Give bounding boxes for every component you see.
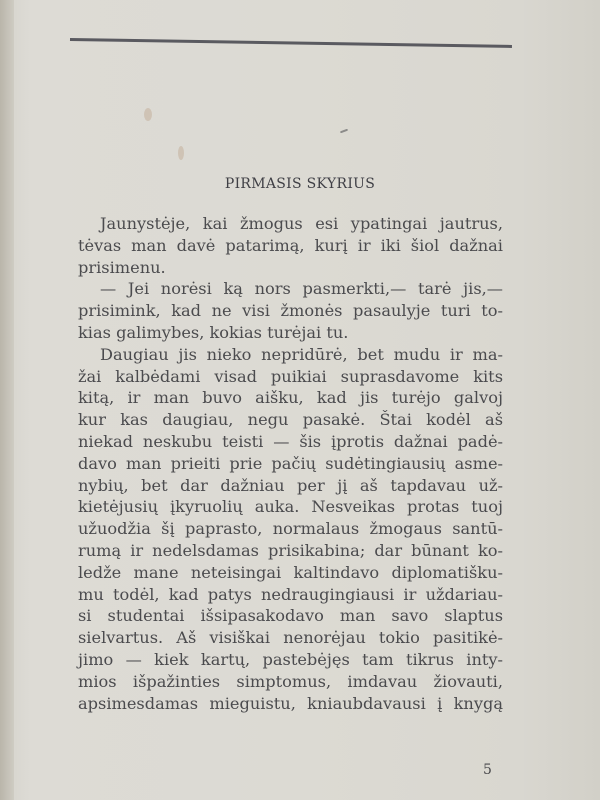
paper-stain (340, 129, 348, 134)
page-number: 5 (483, 762, 492, 778)
text-line: kietėjusių įkyruolių auka. Nesveikas protas tuoj (78, 497, 503, 517)
text-line: davo man prieiti prie pačių sudėtingiausių asme- (78, 453, 503, 473)
text-line: apsimesdamas mieguistu, kniaubdavausi į knygą (78, 693, 503, 713)
text-line: kitą, ir man buvo aišku, kad jis turėjo galvoj (78, 388, 503, 408)
text-line: užuodžia šį paprasto, normalaus žmogaus santū- (78, 519, 503, 539)
text-line: Jaunystėje, kai žmogus esi ypatingai jautrus, (100, 214, 503, 233)
body-text (78, 213, 503, 714)
text-line: mios išpažinties simptomus, imdavau žiovauti, (78, 671, 503, 691)
text-line: mu todėl, kad patys nedraugingiausi ir uždariau- (78, 584, 503, 604)
paper-stain (178, 146, 184, 160)
header-rule (70, 38, 512, 48)
text-line: prisimink, kad ne visi žmonės pasaulyje turi to- (78, 301, 503, 321)
text-line: sielvartus. Aš visiškai nenorėjau tokio pasitikė- (78, 628, 503, 648)
text-line: žai kalbėdami visad puikiai suprasdavome kits (78, 366, 503, 386)
paper-stain (144, 108, 152, 121)
text-line: kur kas daugiau, negu pasakė. Štai kodėl aš (78, 410, 503, 430)
text-line: tėvas man davė patarimą, kurį ir iki šiol dažnai (78, 235, 503, 255)
text-line: ledže mane neteisingai kaltindavo diplomatišku- (78, 562, 503, 582)
text-line: prisimenu. (78, 257, 166, 277)
text-line: — Jei norėsi ką nors pasmerkti,— tarė jis,— (100, 279, 503, 299)
book-spine-shadow (0, 0, 14, 800)
text-line: niekad neskubu teisti — šis įprotis dažnai padė- (78, 431, 503, 451)
text-line: kias galimybes, kokias turėjai tu. (78, 322, 349, 342)
text-line: si studentai išsipasakodavo man savo slaptus (78, 606, 503, 626)
text-line: rumą ir nedelsdamas prisikabina; dar būnant ko- (78, 540, 503, 560)
text-line: nybių, bet dar dažniau per jį aš tapdavau už- (78, 475, 503, 495)
chapter-title: PIRMASIS SKYRIUS (224, 176, 376, 192)
text-line: jimo — kiek kartų, pastebėjęs tam tikrus inty- (78, 649, 503, 669)
text-line: Daugiau jis nieko nepridūrė, bet mudu ir ma- (100, 344, 503, 364)
